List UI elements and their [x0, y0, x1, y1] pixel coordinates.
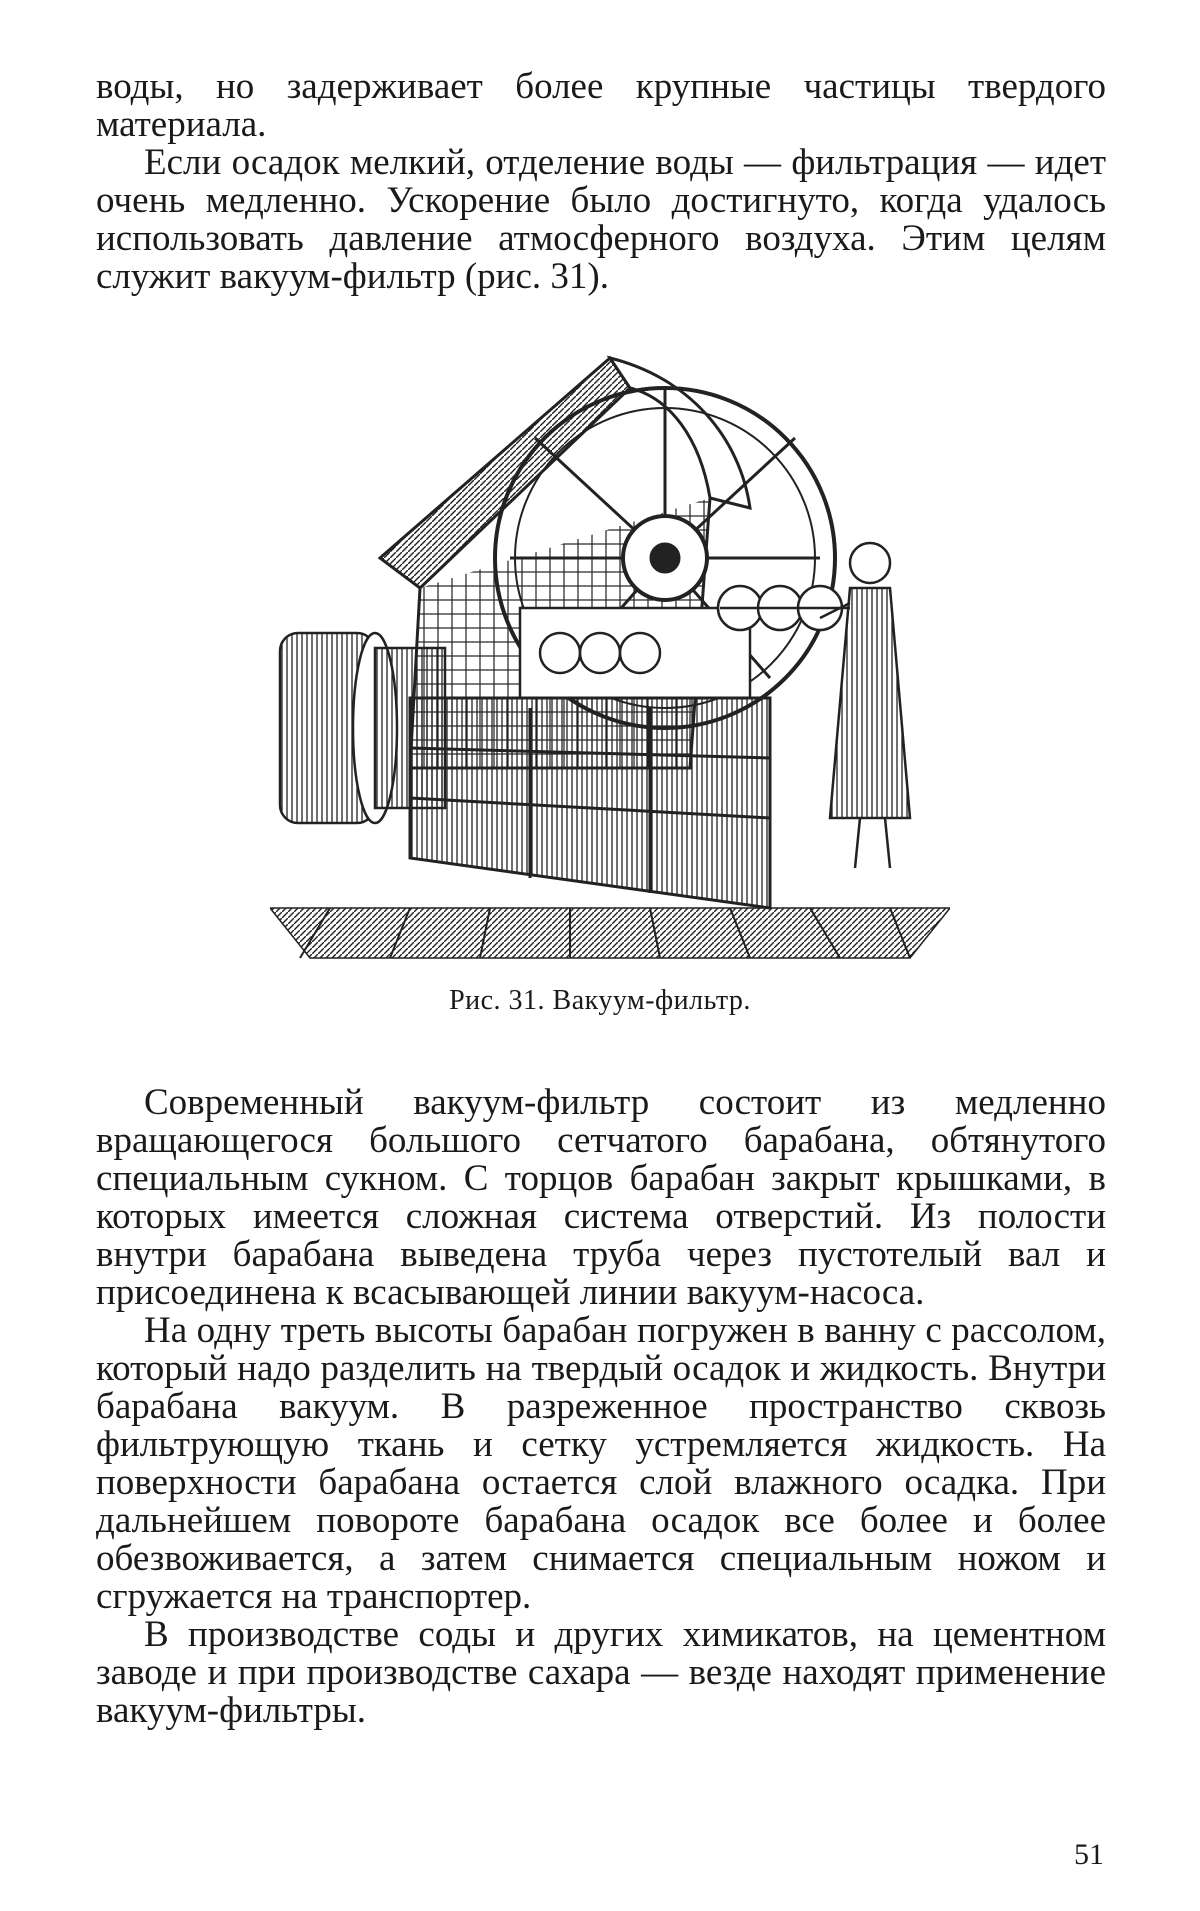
paragraph-continued: воды, но задерживает более крупные частицы твердого материала.	[96, 66, 1106, 145]
paragraph-description: Современный вакуум-фильтр состоит из медленно вращающегося большого сетчатого барабана, обтянутого специальным сукном. С торцов барабан закрыт крышками, в которых имеется сложная система отверстий. Из полости внутри барабана выведена труба через пустотелый вал и присоединена к всасывающей линии вакуум-насоса.	[96, 1082, 1106, 1313]
paragraph-applications: В производстве соды и других химикатов, на цементном заводе и при производстве сахара — везде находят применение вакуум-фильтры.	[96, 1614, 1106, 1731]
vacuum-filter-illustration	[270, 348, 950, 968]
base-tank	[410, 698, 770, 908]
paragraph-operation: На одну треть высоты барабан погружен в ванну с рассолом, который надо разделить на твердый осадок и жидкость. Внутри барабана вакуум. В разреженное пространство сквозь фильтрующую ткань и сетку устремляется жидкость. На поверхности барабана остается слой влажного осадка. При дальнейшем повороте барабана осадок все более и более обезвоживается, а затем снимается специальным ножом и сгружается на транспортер.	[96, 1310, 1106, 1617]
paragraph-filtration: Если осадок мелкий, отделение воды — фильтрация — идет очень медленно. Ускорение было достигнуто, когда удалось использовать давление атмосферного воздуха. Этим целям служит вакуум-фильтр (рис. 31).	[96, 142, 1106, 297]
top-text-block	[96, 68, 1106, 296]
bottom-text-block	[96, 1084, 1106, 1730]
figure-caption: Рис. 31. Вакуум-фильтр.	[449, 985, 751, 1016]
page-number: 51	[1074, 1838, 1104, 1871]
floor-tiles	[270, 908, 950, 958]
